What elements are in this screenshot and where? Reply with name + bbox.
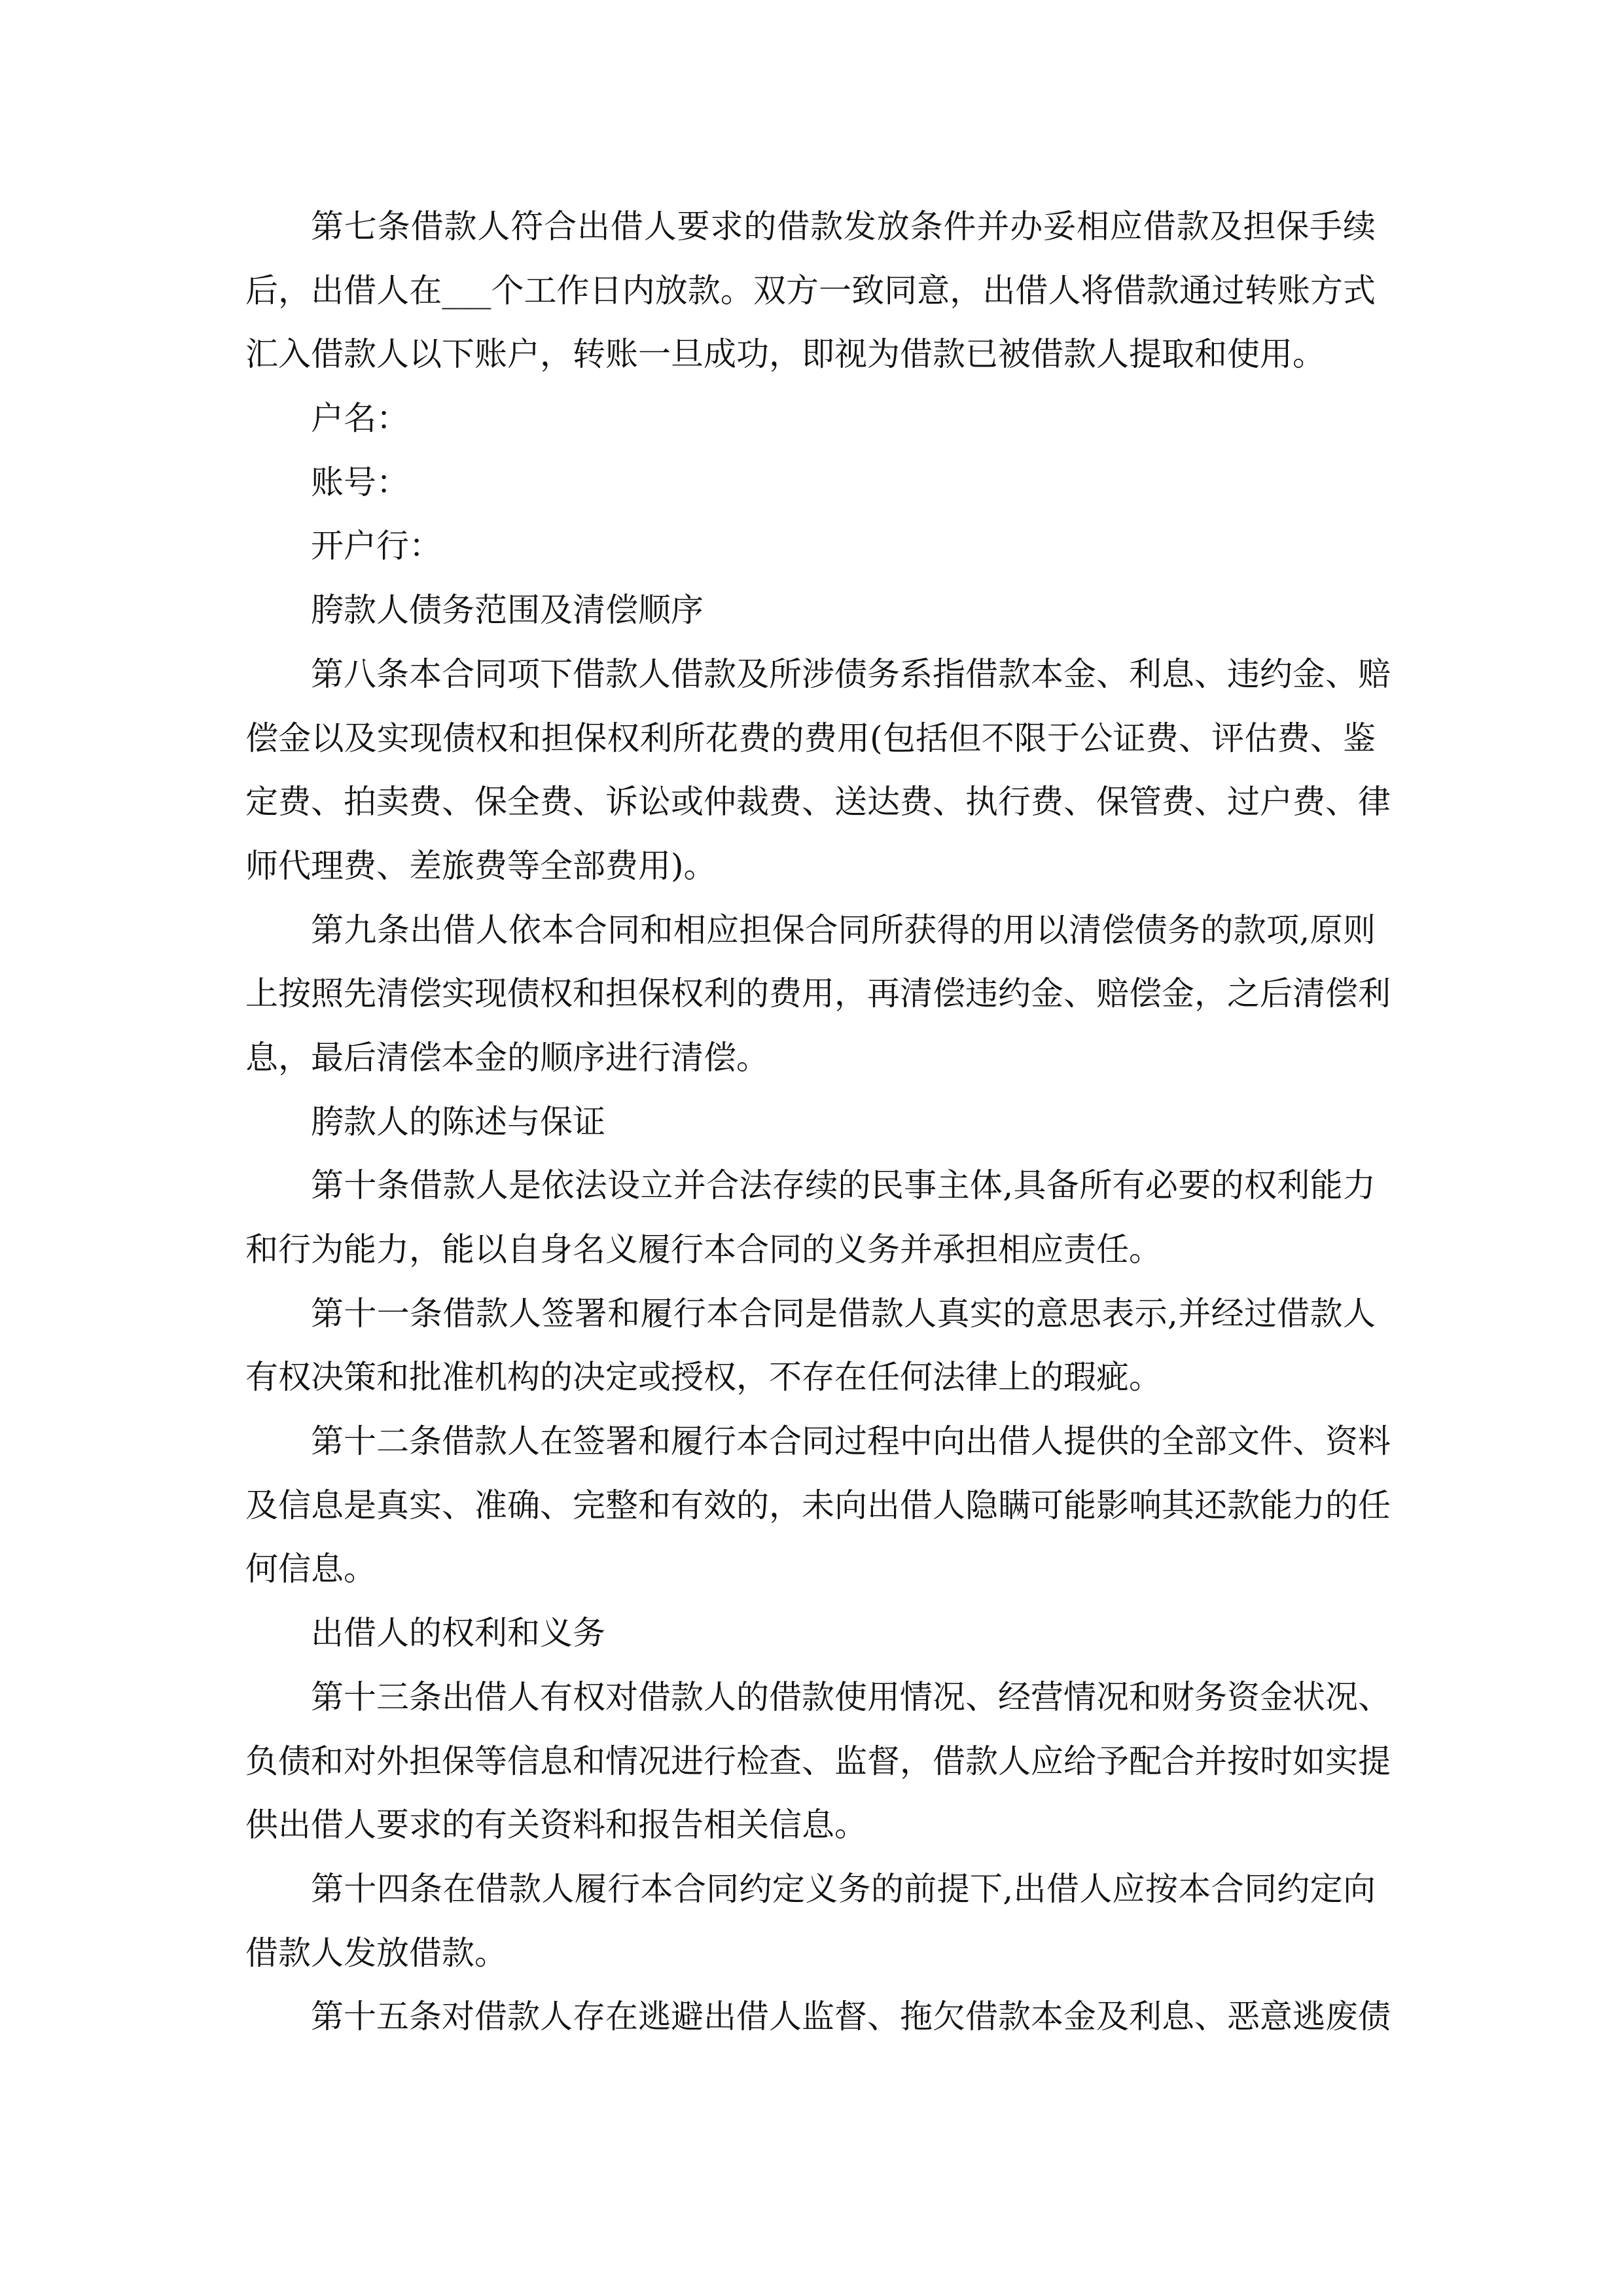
paragraph-line: 第十五条对借款人存在逃避出借人监督、拖欠借款本金及利息、恶意逃废债 — [311, 1998, 1391, 2036]
paragraph — [245, 1985, 1391, 2049]
paragraph-line: 借款人发放借款。 — [245, 1933, 507, 1972]
paragraph-line: 第十一条借款人签署和履行本合同是借款人真实的意思表示,并经过借款人 — [311, 1294, 1376, 1333]
paragraph-line: 负债和对外担保等信息和情况进行检查、监督，借款人应给予配合并按时如实提 — [245, 1742, 1391, 1780]
paragraph-line: 第十二条借款人在签署和履行本合同过程中向出借人提供的全部文件、资料 — [311, 1422, 1391, 1461]
paragraph-line: 何信息。 — [245, 1550, 376, 1588]
paragraph — [245, 1410, 1391, 1602]
paragraph-line: 户名： — [311, 399, 409, 438]
paragraph-line: 有权决策和批准机构的决定或授权，不存在任何法律上的瑕疵。 — [245, 1358, 1162, 1397]
paragraph-line: 定费、拍卖费、保全费、诉讼或仲裁费、送达费、执行费、保管费、过户费、律 — [245, 783, 1391, 821]
paragraph-line: 第七条借款人符合出借人要求的借款发放条件并办妥相应借款及担保手续 — [311, 207, 1376, 245]
paragraph — [245, 451, 1376, 515]
paragraph-line: 供出借人要求的有关资料和报告相关信息。 — [245, 1806, 867, 1844]
paragraph-line: 后，出借人在___个工作日内放款。双方一致同意，出借人将借款通过转账方式 — [245, 271, 1376, 310]
paragraph-line: 偿金以及实现债权和担保权利所花费的费用(包括但不限于公证费、评估费、鉴 — [245, 719, 1376, 757]
paragraph-line: 上按照先清偿实现债权和担保权利的费用，再清偿违约金、赔偿金，之后清偿利 — [245, 975, 1391, 1013]
paragraph-line: 开户行： — [311, 527, 442, 565]
paragraph — [245, 1090, 1376, 1155]
paragraph — [245, 1282, 1376, 1410]
paragraph-line: 和行为能力，能以自身名义履行本合同的义务并承担相应责任。 — [245, 1230, 1162, 1268]
paragraph — [245, 579, 1376, 643]
paragraph-line: 第八条本合同项下借款人借款及所涉债务系指借款本金、利息、违约金、赔 — [311, 655, 1391, 693]
paragraph-line: 胯款人债务范围及清偿顺序 — [311, 591, 704, 630]
paragraph — [245, 195, 1376, 387]
paragraph-line: 第十三条出借人有权对借款人的借款使用情况、经营情况和财务资金状况、 — [311, 1677, 1391, 1716]
paragraph-line: 及信息是真实、准确、完整和有效的，未向出借人隐瞒可能影响其还款能力的任 — [245, 1486, 1391, 1524]
paragraph — [245, 1602, 1376, 1666]
paragraph-line: 第十四条在借款人履行本合同约定义务的前提下,出借人应按本合同约定向 — [311, 1869, 1376, 1908]
paragraph-line: 胯款人的陈述与保证 — [311, 1102, 605, 1141]
paragraph — [245, 1857, 1376, 1985]
paragraph-line: 第十条借款人是依法设立并合法存续的民事主体,具备所有必要的权利能力 — [311, 1166, 1376, 1205]
paragraph — [245, 387, 1376, 451]
paragraph — [245, 1154, 1376, 1282]
paragraph-line: 第九条出借人依本合同和相应担保合同所获得的用以清偿债务的款项,原则 — [311, 910, 1376, 949]
paragraph-line: 出借人的权利和义务 — [311, 1614, 605, 1653]
paragraph-line: 息，最后清偿本金的顺序进行清偿。 — [245, 1038, 769, 1077]
document-body — [245, 195, 1391, 2049]
paragraph — [245, 514, 1376, 579]
paragraph-line: 账号： — [311, 463, 409, 501]
paragraph — [245, 643, 1391, 899]
paragraph — [245, 1666, 1391, 1857]
paragraph-line: 师代理费、差旅费等全部费用)。 — [245, 846, 717, 885]
paragraph-line: 汇入借款人以下账户，转账一旦成功，即视为借款已被借款人提取和使用。 — [245, 335, 1325, 374]
paragraph — [245, 899, 1391, 1090]
